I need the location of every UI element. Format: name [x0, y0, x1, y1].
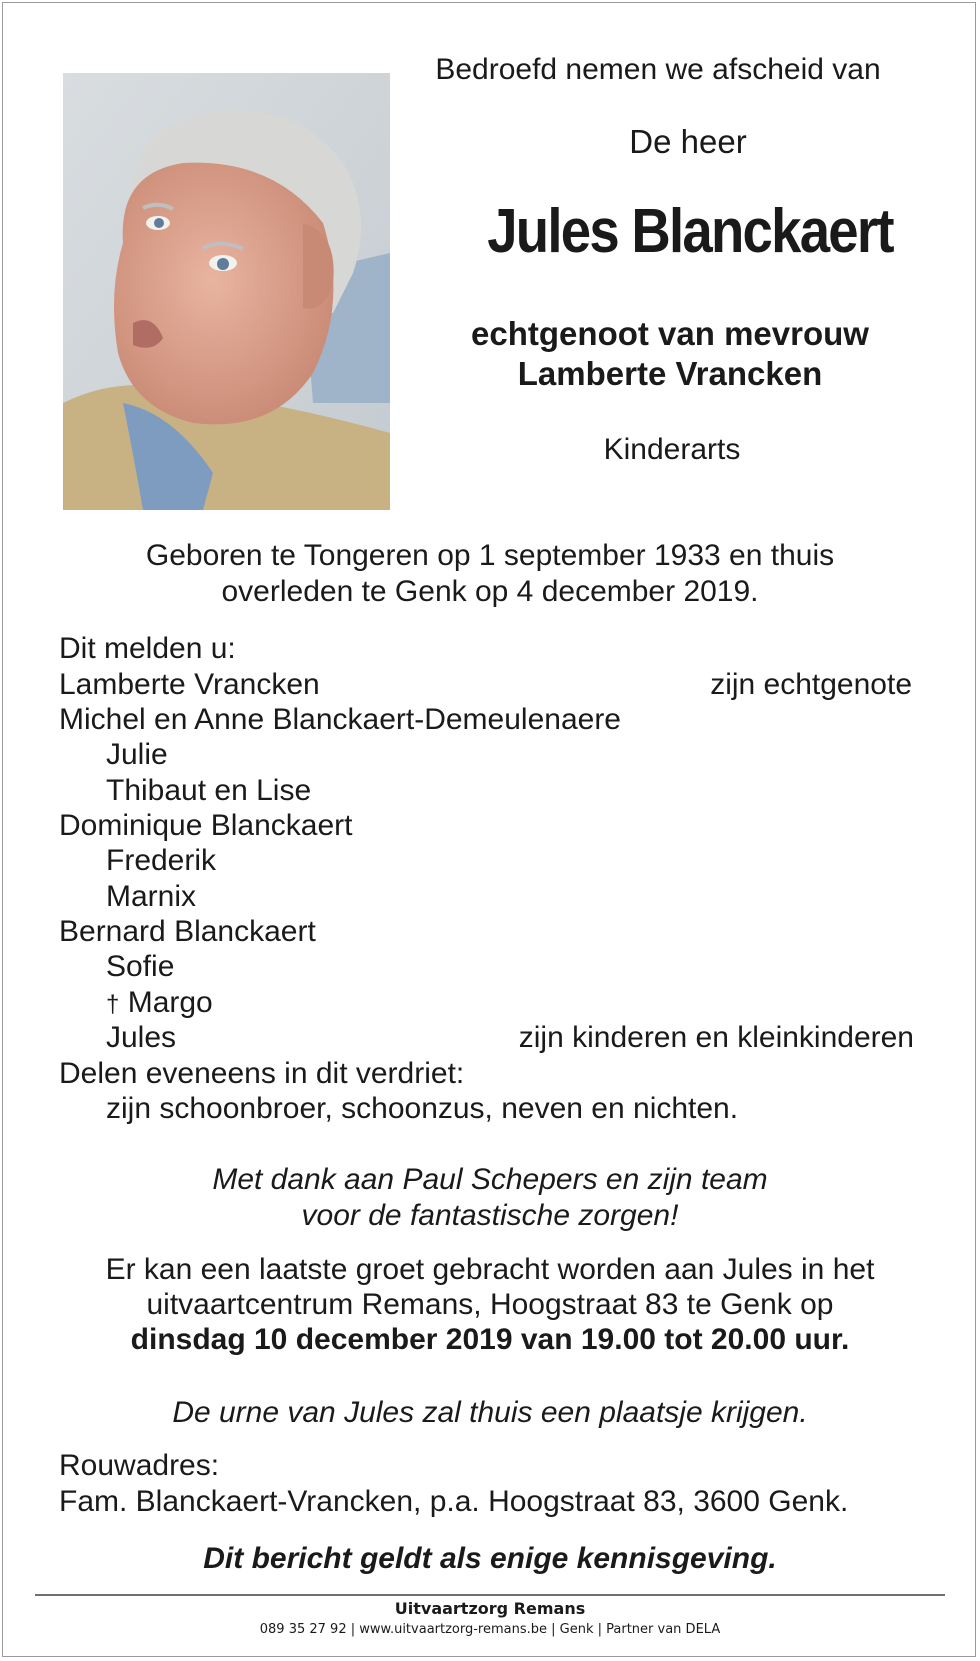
cross-icon: †: [106, 991, 120, 1018]
visitation-line-2: uitvaartcentrum Remans, Hoogstraat 83 te Genk op: [146, 1288, 834, 1321]
family-heading: Dit melden u:: [59, 632, 236, 665]
spouse-block: [400, 314, 940, 394]
address-line: Fam. Blanckaert-Vrancken, p.a. Hoogstraat 83, 3600 Genk.: [59, 1485, 849, 1518]
intro-text: Bedroefd nemen we afscheid van: [435, 53, 881, 86]
profession: Kinderarts: [603, 433, 741, 466]
family-spouse-role: zijn echtgenote: [710, 668, 912, 701]
footer-info: 089 35 27 92 | www.uitvaartzorg-remans.be | Genk | Partner van DELA: [259, 1622, 721, 1637]
address-heading: Rouwadres:: [59, 1449, 220, 1482]
family-grandchild-7: Jules: [106, 1021, 177, 1054]
deceased-name: Jules Blanckaert: [487, 197, 893, 266]
thanks-line-2: voor de fantastische zorgen!: [301, 1199, 679, 1232]
notice-text: Dit bericht geldt als enige kennisgeving.: [203, 1542, 777, 1575]
family-grandchild-4: Marnix: [106, 880, 197, 913]
family-grandchild-6: Margo: [127, 986, 213, 1019]
visitation-block: [40, 1252, 940, 1357]
footer-company: Uitvaartzorg Remans: [394, 1599, 586, 1618]
family-grandchild-3: Frederik: [106, 844, 217, 877]
urn-text: De urne van Jules zal thuis een plaatsje krijgen.: [172, 1396, 808, 1429]
portrait-photo: [63, 73, 390, 510]
family-grandchild-1: Julie: [106, 738, 168, 771]
family-spouse-name: Lamberte Vrancken: [59, 668, 320, 701]
others-heading: Delen eveneens in dit verdriet:: [59, 1057, 465, 1090]
family-grandchild-2: Thibaut en Lise: [106, 774, 312, 807]
birth-line-2: overleden te Genk op 4 december 2019.: [221, 575, 759, 608]
footer-divider: [35, 1594, 945, 1596]
birth-line-1: Geboren te Tongeren op 1 september 1933 en thuis: [145, 539, 835, 572]
birth-death-block: [40, 538, 940, 610]
family-children-role: zijn kinderen en kleinkinderen: [518, 1021, 914, 1054]
visitation-date: dinsdag 10 december 2019 van 19.00 tot 20.00 uur.: [130, 1323, 850, 1356]
deceased-title: De heer: [629, 123, 747, 160]
thanks-line-1: Met dank aan Paul Schepers en zijn team: [212, 1163, 768, 1196]
visitation-line-1: Er kan een laatste groet gebracht worden aan Jules in het: [105, 1253, 875, 1286]
thanks-block: [40, 1162, 940, 1234]
family-grandchild-6-row: [106, 985, 213, 1023]
family-grandchild-5: Sofie: [106, 950, 175, 983]
family-child-1: Michel en Anne Blanckaert-Demeulenaere: [59, 703, 621, 736]
others-text: zijn schoonbroer, schoonzus, neven en nichten.: [106, 1092, 739, 1125]
spouse-line-2: Lamberte Vrancken: [517, 355, 823, 392]
family-child-2: Dominique Blanckaert: [59, 809, 353, 842]
family-child-3: Bernard Blanckaert: [59, 915, 316, 948]
spouse-line-1: echtgenoot van mevrouw: [471, 315, 869, 352]
